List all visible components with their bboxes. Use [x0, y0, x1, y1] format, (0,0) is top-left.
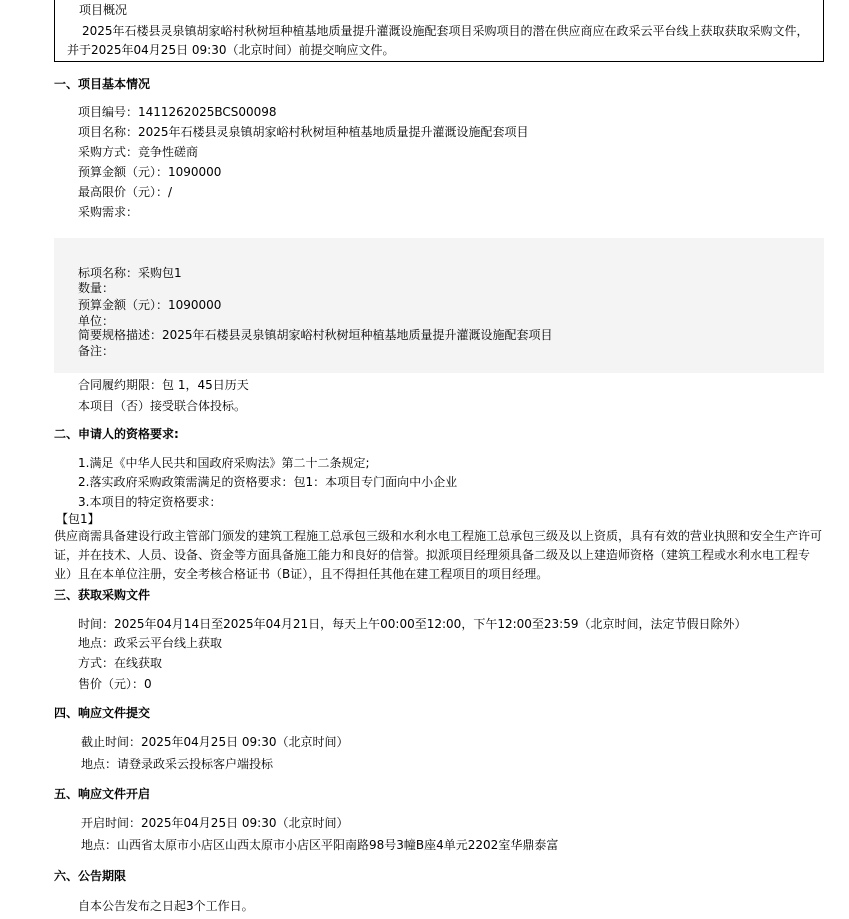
qualification-item-2: 2.落实政府采购政策需满足的资格要求：包1：本项目专门面向中小企业	[78, 475, 458, 489]
section-heading-submission: 四、响应文件提交	[54, 706, 151, 720]
project-number: 项目编号：1411262025BCS00098	[78, 105, 277, 119]
section-heading-obtain-documents: 三、获取采购文件	[54, 588, 151, 602]
section-heading-qualification: 二、申请人的资格要求:	[54, 427, 179, 441]
obtain-place: 地点：政采云平台线上获取	[78, 636, 223, 650]
qualification-item-1: 1.满足《中华人民共和国政府采购法》第二十二条规定;	[78, 456, 370, 470]
qualification-requirement-text: 供应商需具备建设行政主管部门颁发的建筑工程施工总承包三级和水利水电工程施工总承包三级及以上资质，具有有效的营业执照和安全生产许可证，并在技术、人员、设备、资金等方面具备施工能力和良好的信誉。拟派项目经理须具备二级及以上建造师资格（建筑工程或水利水电工程专业）且在本单位注册，安全考核合格证书（B证），且不得担任其他在建工程项目的项目经理。	[54, 529, 823, 581]
section-heading-basic-info: 一、项目基本情况	[54, 77, 151, 91]
section-heading-announcement-period: 六、公告期限	[54, 869, 127, 883]
lot-detail-box	[54, 238, 824, 373]
lot-unit: 单位：	[78, 314, 115, 328]
overview-text: 2025年石楼县灵泉镇胡家峪村秋树垣种植基地质量提升灌溉设施配套项目采购项目的潜在供应商应在政采云平台线上获取获取采购文件，并于2025年04月25日 09:30（北京时间）前提交响应文件。	[67, 24, 809, 57]
overview-title: 项目概况	[79, 3, 128, 17]
max-price: 最高限价（元）：/	[78, 185, 173, 199]
project-name: 项目名称：2025年石楼县灵泉镇胡家峪村秋树垣种植基地质量提升灌溉设施配套项目	[78, 125, 529, 139]
procurement-demand: 采购需求：	[78, 205, 139, 219]
opening-place: 地点：山西省太原市小店区山西太原市小店区平阳南路98号3幢B座4单元2202室华鼎泰富	[81, 838, 559, 852]
lot-label: 【包1】	[56, 512, 100, 526]
procurement-method: 采购方式：竞争性磋商	[78, 145, 199, 159]
contract-period: 合同履约期限：包 1，45日历天	[78, 378, 249, 392]
announcement-period-text: 自本公告发布之日起3个工作日。	[78, 899, 254, 913]
consortium-note: 本项目（否）接受联合体投标。	[78, 399, 247, 413]
section-heading-opening: 五、响应文件开启	[54, 787, 151, 801]
lot-remark: 备注：	[78, 344, 115, 358]
project-overview-box	[54, 0, 824, 62]
opening-time: 开启时间：2025年04月25日 09:30（北京时间）	[81, 816, 349, 830]
budget-amount: 预算金额（元）：1090000	[78, 165, 222, 179]
document-price: 售价（元）：0	[78, 677, 152, 691]
submission-place: 地点：请登录政采云投标客户端投标	[81, 757, 274, 771]
qualification-item-3: 3.本项目的特定资格要求：	[78, 495, 222, 509]
submission-deadline: 截止时间：2025年04月25日 09:30（北京时间）	[81, 735, 349, 749]
lot-quantity: 数量：	[78, 281, 115, 295]
obtain-method: 方式：在线获取	[78, 656, 163, 670]
obtain-time: 时间：2025年04月14日至2025年04月21日，每天上午00:00至12:00，下午12:00至23:59（北京时间，法定节假日除外）	[78, 617, 747, 631]
lot-budget: 预算金额（元）：1090000	[78, 298, 222, 312]
lot-name: 标项名称：采购包1	[78, 266, 182, 280]
lot-spec: 简要规格描述：2025年石楼县灵泉镇胡家峪村秋树垣种植基地质量提升灌溉设施配套项目	[78, 328, 553, 342]
